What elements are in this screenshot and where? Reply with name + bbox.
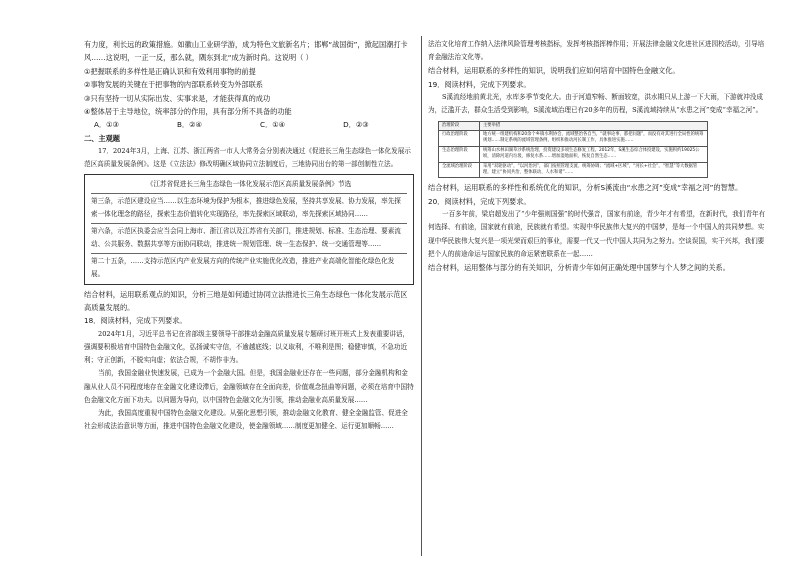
q17-question: 结合材料，运用联系观点的知识，分析三地是如何通过协同立法推进长三角生态绿色一体化发展示范区高质量发展的。 bbox=[84, 289, 408, 313]
q17-box-title: 《江苏省促进长三角生态绿色一体化发展示范区高质量发展条例》节选 bbox=[146, 179, 352, 188]
q16-option-b: B．②④ bbox=[177, 120, 203, 130]
q16-item-4: ④整体居于主导地位，统率部分的作用，具有部分所不具备的功能 bbox=[84, 107, 292, 117]
q17-box-section-2: 第六条，示范区执委会应当会同上海市、浙江省以及江苏省有关部门，推进规划、标准、生态治理、要素流动、公共服务、数据共享等方面协同联动，推进统一规划管理、统一生态保护、统一交通管理等…… bbox=[91, 223, 407, 251]
table-row bbox=[439, 131, 708, 147]
q19-table-header-row bbox=[439, 121, 708, 130]
q17-excerpt-box bbox=[84, 174, 414, 285]
q19-row-1-measures: 地方统一组建机构和20余个乡镇水利协会，流域整治各自当，“就事论事、都把问题”，而没有对其进行全局性的统筹规划……制定系统的流域管理条例，组织和推动河长制工作，具体推进实施…… bbox=[480, 131, 708, 147]
q18-paragraph-3: 为此，我国高度重视中国特色金融文化建设。从强化思想引领，推动金融文化教育、健全金融监管、促进全社会形成法治意识等方面，推进中国特色金融文化建设，使金融领域……制度更加健全、运行更加顺畅…… bbox=[84, 409, 408, 431]
q19-heading: 19．阅读材料，完成下列要求。 bbox=[428, 79, 531, 89]
q18-paragraph-continued: 法治文化培育工作纳入法律风险管理考核指标，发挥考核指挥棒作用；开展法律金融文化进社区进园校活动，引导培育金融法治文化等。 bbox=[428, 40, 765, 62]
q17-box-section-1: 第三条，示范区建设应当……以生态环境为保护为根本，推进绿色发展，坚持共享发展、协力发展，率先探索一体化理念的路径，探索生态价值转化实现路径，率先探索区域联动，率先探索区域协同…… bbox=[91, 193, 407, 221]
q16-item-2: ②事物发展的关键在于把事物的内部联系转变为外部联系 bbox=[84, 80, 263, 90]
q18-paragraph-1: 2024年1月，习近平总书记在省部级主要领导干部推动金融高质量发展专题研讨班开班式上发表重要讲话，强调要积极培育中国特色金融文化，弘扬诚实守信，不逾越底线；以义取利，不唯利是图；稳健审慎，不急功近利；守正创新，不脱实向虚；依法合规，不胡作非为。 bbox=[84, 329, 410, 365]
q18-paragraph-2: 当前，我国金融业快速发展，已成为一个金融大国。但是，我国金融业还存在一些问题，部分金融机构和金融从业人员不同程度地存在金融文化建设滞后，金融领域存在全面向差，价值观念扭曲等问题，必须在培育中国特色金融文化方面下功夫。以问题为导向，以中国特色金融文化为引领，推动金融业高质量发展…… bbox=[84, 369, 414, 404]
q19-question: 结合材料，运用联系的多样性和系统优化的知识，分析S溪流由“水患之河”变成“幸福之河”的智慧。 bbox=[428, 183, 743, 193]
q19-row-1-stage: 行政治理阶段 bbox=[439, 131, 480, 147]
q16-stem-continued: 有力度，利长远的政策措施。如徽山工业研学游，成为特色文旅新名片；邯郸“战国街”，掀起国潮打卡风……这说明，一正一反，那么就，隅东到北“成为新时尚。这说明（ ） bbox=[84, 40, 408, 63]
q18-question: 结合材料，运用联系的多样性的知识，说明我们应如何培育中国特色金融文化。 bbox=[428, 66, 680, 76]
q19-row-2-measures: 统筹山水林田湖草沙系统治理，投资建设多项生态修复工程。2012年，S溪生态综合体投建设，实施积约19025公顷，清除河道内垃圾、修复水系……增加湿地面积，恢复自然生态…… bbox=[480, 146, 708, 162]
q19-table bbox=[438, 121, 708, 179]
right-column bbox=[428, 38, 768, 275]
q16-option-c: C．①④ bbox=[260, 120, 286, 130]
left-column bbox=[84, 38, 414, 434]
column-divider bbox=[421, 36, 422, 556]
q19-row-2-stage: 生态治理阶段 bbox=[439, 146, 480, 162]
q16-item-1: ①把握联系的多样性是正确认识和有效利用事物的前提 bbox=[84, 66, 256, 76]
q19-paragraph: S溪流经地前黄北光，水库多季节变化大。由于河道窄畅、断面较宽，洪水期只从上游一下大雨，下游就冲没成为，泛滥开去，群众生活受到影响，S溪流域治理已有20多年的历程，S溪流域持续从“水患之河”变成“幸福之河”。 bbox=[428, 93, 764, 115]
q20-paragraph: 一百多年前，梁启超发出了“少年强则国强”的时代强音，国家有前途，青少年才有希望，在新时代，我们青年有何选择、有前途，国家就有前途，民族就有希望。实现中华民族伟大复兴的中国梦，是每一个中国人的共同梦想。实现中华民族伟大复兴是一项光荣而艰巨的事业，需要一代又一代中国人共同为之努力。空谈误国，实干兴邦，我们要把个人的前途命运与国家民族的命运紧密联系在一起…… bbox=[428, 210, 766, 258]
q16-option-d: D．②③ bbox=[343, 120, 369, 130]
q19-table-header-stage: 治理阶段 bbox=[439, 121, 480, 130]
q19-row-3-stage: 全流域治理阶段 bbox=[439, 162, 480, 178]
section-heading: 二、主观题 bbox=[84, 133, 120, 143]
q20-question: 结合材料，运用整体与部分的有关知识，分析青少年如何正确处理中国梦与个人梦之间的关系。 bbox=[428, 263, 730, 273]
q20-heading: 20．阅读材料，完成下列要求。 bbox=[428, 196, 531, 206]
q17-box-section-3: 第二十五条，……支持示范区内产业发展方向的传统产业实施优化改造，推进产业高端化智能化绿色化发展。 bbox=[91, 253, 407, 281]
table-row bbox=[439, 146, 708, 162]
table-row bbox=[439, 162, 708, 178]
q16-option-a: A．①③ bbox=[94, 120, 119, 130]
q19-row-3-measures: 采用“双轮驱动”，“以河治河”，部门按照管理支流、统筹协调；“流域+区域”，“河长+社会”，“智慧”等大数据管理，建立“协同共治、整体联动、人水和谐”…… bbox=[480, 162, 708, 178]
q19-table-header-measures: 主要举措 bbox=[480, 121, 708, 130]
q17-intro: 17．2024年3月，上海、江苏、浙江两省一市人大常务会分别表决通过《促进长三角生态绿色一体化发展示范区高质量发展条例》。这是《立法法》修改明确区域协同立法制度后，三地协同出台的第一部创制性立法。 bbox=[84, 147, 411, 169]
q16-item-3: ③只有坚持一切从实际出发、实事求是，才能获得真的成功 bbox=[84, 93, 271, 103]
q16-options bbox=[84, 118, 414, 131]
q18-heading: 18．阅读材料，完成下列要求。 bbox=[84, 316, 187, 326]
